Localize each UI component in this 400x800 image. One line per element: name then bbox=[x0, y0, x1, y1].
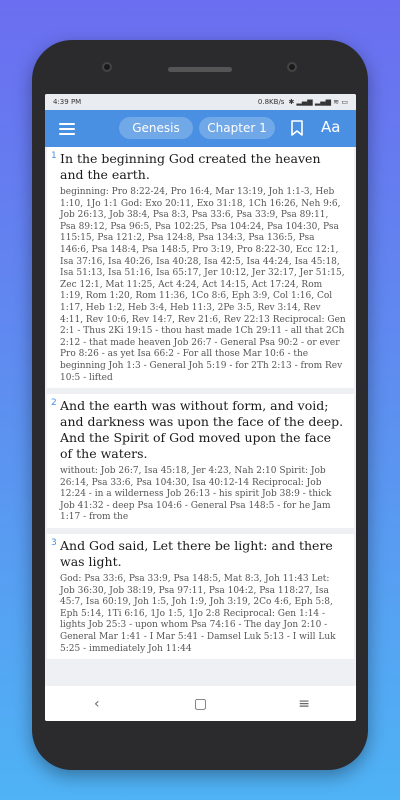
verse-list[interactable] bbox=[45, 147, 356, 685]
app-bar bbox=[45, 110, 356, 147]
verse-number: 2 bbox=[51, 398, 57, 409]
status-icons: ✱ ▂▄▆ ▂▄▆ ≋ ▭ bbox=[288, 98, 348, 106]
recents-button[interactable]: ≡ bbox=[298, 695, 310, 712]
verse-text: And the earth was without form, and void; and darkness was upon the face of the deep. And the Spirit of God moved upon the face of the waters. bbox=[60, 398, 344, 462]
network-speed: 0.8KB/s bbox=[257, 98, 285, 106]
status-indicators bbox=[258, 98, 348, 106]
bookmark-icon[interactable] bbox=[291, 120, 303, 136]
speaker-grille bbox=[168, 67, 232, 72]
system-nav-bar bbox=[45, 685, 356, 721]
status-bar bbox=[45, 94, 356, 110]
verse-text: In the beginning God created the heaven and the earth. bbox=[60, 151, 321, 182]
chapter-selector[interactable]: Chapter 1 bbox=[199, 117, 275, 139]
book-selector[interactable]: Genesis bbox=[119, 117, 193, 139]
camera-dot bbox=[102, 62, 112, 72]
verse-item[interactable] bbox=[47, 147, 354, 388]
verse-number: 1 bbox=[51, 151, 57, 161]
cross-references: God: Psa 33:6, Psa 33:9, Psa 148:5, Mat 8:3, Joh 11:43 Let: Job 36:30, Job 38:19, Psa 97:11, Psa 104:2, Psa 118:27, Isa 45:7, Isa 60:19, Joh 1:5, Joh 1:9, Joh 3:19, 2Co 4:6, Eph 5:8, Eph 5:14, 1Ti 6:16, 1Jo 1:5, 1Jo 2:8 Reciprocal: Gen 1:14 - lights Job 25:3 - upon whom Psa 74:16 - The day Jon 2:10 - General Mar 1:41 - I Mar 5:41 - Damsel Luk 5:13 - I will Luk 5:25 - immediately Joh 11:44 bbox=[60, 574, 336, 654]
menu-icon[interactable] bbox=[59, 123, 75, 135]
back-button[interactable]: ‹ bbox=[94, 695, 100, 712]
verse-item[interactable] bbox=[47, 534, 354, 659]
cross-references: beginning: Pro 8:22-24, Pro 16:4, Mar 13:19, Joh 1:1-3, Heb 1:10, 1Jo 1:1 God: Exo 20:11, Exo 31:18, 1Ch 16:26, Neh 9:6, Job 26:13, Job 38:4, Psa 8:3, Psa 33:6, Psa 33:9, Psa 89:11, Psa 89:12, Psa 96:5, Psa 102:25, Psa 104:24, Psa 104:30, Psa 115:15, Psa 121:2, Psa 124:8, Psa 134:3, Psa 136:5, Psa 146:6, Psa 148:4, Psa 148:5, Pro 3:19, Pro 8:22-30, Ecc 12:1, Isa 37:16, Isa 40:26, Isa 40:28, Isa 42:5, Isa 44:24, Isa 45:18, Isa 51:13, Isa 51:16, Isa 65:17, Jer 10:12, Jer 32:17, Jer 51:15, Zec 12:1, Mat 11:25, Act 4:24, Act 14:15, Act 17:24, Rom 1:19, Rom 1:20, Rom 11:36, 1Co 8:6, Eph 3:9, Col 1:16, Col 1:17, Heb 1:2, Heb 3:4, Heb 11:3, 2Pe 3:5, Rev 3:14, Rev 4:11, Rev 10:6, Rev 14:7, Rev 21:6, Rev 22:13 Reciprocal: Gen 2:1 - Thus 2Ki 19:15 - thou hast made 1Ch 29:11 - all that 2Ch 2:12 - that made heaven Job 26:7 - General Psa 90:2 - or ever Pro 8:26 - as yet Isa 66:2 - For all those Mar 10:6 - the beginning Joh 1:3 - General Joh 5:19 - for 2Th 2:13 - from Rev 10:5 - lifted bbox=[60, 187, 346, 383]
status-time: 4:39 PM bbox=[53, 98, 82, 106]
app-screen bbox=[45, 94, 356, 721]
verse-item[interactable] bbox=[47, 394, 354, 528]
verse-text: And God said, Let there be light: and there was light. bbox=[60, 538, 333, 570]
home-button[interactable]: ▢ bbox=[193, 695, 208, 712]
cross-references: without: Job 26:7, Isa 45:18, Jer 4:23, Nah 2:10 Spirit: Job 26:14, Psa 33:6, Psa 104:30, Isa 40:12-14 Reciprocal: Job 12:24 - in a wilderness Job 26:13 - his spirit Job 38:9 - thick Job 41:32 - deep Psa 104:6 - General Psa 148:5 - for he Jam 1:17 - from the bbox=[60, 466, 332, 523]
font-size-button[interactable]: Aa bbox=[321, 118, 341, 136]
camera-dot bbox=[287, 62, 297, 72]
verse-number: 3 bbox=[51, 538, 57, 549]
